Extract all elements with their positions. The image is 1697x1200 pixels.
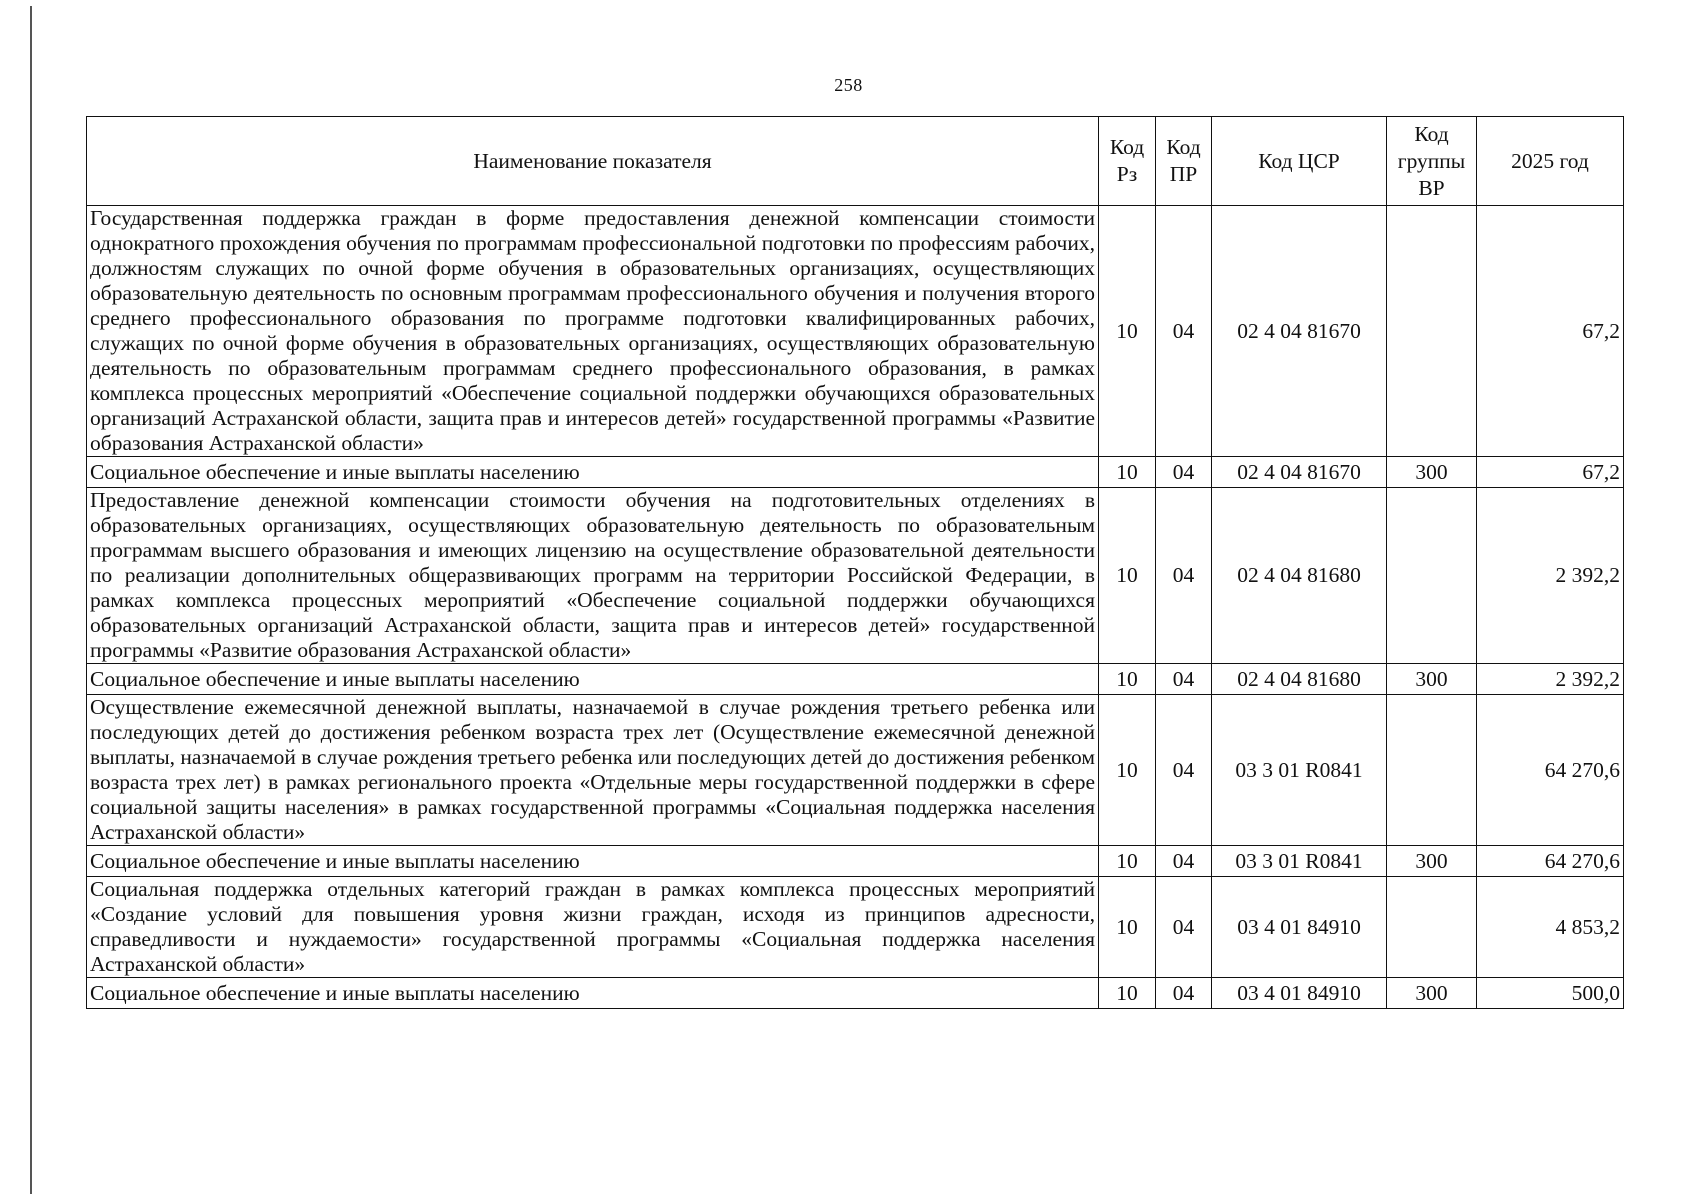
row-pr: 04 — [1156, 846, 1212, 877]
row-value: 67,2 — [1477, 457, 1624, 488]
row-rz: 10 — [1099, 846, 1156, 877]
row-rz: 10 — [1099, 457, 1156, 488]
row-name: Осуществление ежемесячной денежной выплаты, назначаемой в случае рождения третьего ребенка или последующих детей до достижения ребенком возраста трех лет (Осуществление ежемесячной денежной выплаты, назначаемой в случае рождения третьего ребенка или последующих детей до достижения ребенком возраста трех лет) в рамках регионального проекта «Отдельные меры государственной поддержки в сфере социальной защиты населения» в рамках государственной программы «Социальная поддержка населения Астраханской области» — [87, 695, 1099, 846]
row-name: Социальная поддержка отдельных категорий граждан в рамках комплекса процессных мероприятий «Создание условий для повышения уровня жизни граждан, исходя из принципов адресности, справедливости и нуждаемости» государственной программы «Социальная поддержка населения Астраханской области» — [87, 877, 1099, 978]
row-vr — [1387, 488, 1477, 664]
row-rz: 10 — [1099, 664, 1156, 695]
row-vr: 300 — [1387, 846, 1477, 877]
row-vr — [1387, 695, 1477, 846]
table-row — [87, 846, 1624, 877]
row-csr: 02 4 04 81670 — [1212, 457, 1387, 488]
row-rz: 10 — [1099, 206, 1156, 457]
row-pr: 04 — [1156, 877, 1212, 978]
row-name: Социальное обеспечение и иные выплаты населению — [87, 978, 1099, 1009]
row-pr: 04 — [1156, 457, 1212, 488]
page-number: 258 — [834, 75, 863, 95]
scan-edge-line — [30, 6, 32, 1194]
row-rz: 10 — [1099, 488, 1156, 664]
table-row — [87, 206, 1624, 457]
row-rz: 10 — [1099, 695, 1156, 846]
table-header-row — [87, 117, 1624, 206]
header-pr: Код ПР — [1156, 117, 1212, 206]
row-pr: 04 — [1156, 978, 1212, 1009]
table-row — [87, 695, 1624, 846]
row-value: 64 270,6 — [1477, 695, 1624, 846]
row-csr: 03 4 01 84910 — [1212, 978, 1387, 1009]
budget-table — [86, 116, 1624, 1009]
row-csr: 02 4 04 81680 — [1212, 664, 1387, 695]
header-year: 2025 год — [1477, 117, 1624, 206]
row-csr: 03 4 01 84910 — [1212, 877, 1387, 978]
header-rz: Код Рз — [1099, 117, 1156, 206]
header-name: Наименование показателя — [87, 117, 1099, 206]
row-name: Социальное обеспечение и иные выплаты населению — [87, 846, 1099, 877]
row-value: 500,0 — [1477, 978, 1624, 1009]
row-value: 64 270,6 — [1477, 846, 1624, 877]
row-vr: 300 — [1387, 664, 1477, 695]
header-csr: Код ЦСР — [1212, 117, 1387, 206]
row-value: 2 392,2 — [1477, 664, 1624, 695]
row-vr — [1387, 206, 1477, 457]
row-pr: 04 — [1156, 206, 1212, 457]
table-row — [87, 664, 1624, 695]
row-value: 67,2 — [1477, 206, 1624, 457]
row-vr: 300 — [1387, 978, 1477, 1009]
row-csr: 03 3 01 R0841 — [1212, 695, 1387, 846]
table-row — [87, 457, 1624, 488]
row-csr: 03 3 01 R0841 — [1212, 846, 1387, 877]
row-csr: 02 4 04 81670 — [1212, 206, 1387, 457]
row-name: Социальное обеспечение и иные выплаты населению — [87, 457, 1099, 488]
header-vr: Код группы ВР — [1387, 117, 1477, 206]
row-value: 2 392,2 — [1477, 488, 1624, 664]
row-name: Социальное обеспечение и иные выплаты населению — [87, 664, 1099, 695]
row-value: 4 853,2 — [1477, 877, 1624, 978]
table-row — [87, 877, 1624, 978]
row-pr: 04 — [1156, 488, 1212, 664]
row-rz: 10 — [1099, 877, 1156, 978]
table-row — [87, 488, 1624, 664]
row-name: Государственная поддержка граждан в форме предоставления денежной компенсации стоимости однократного прохождения обучения по программам профессиональной подготовки по профессиям рабочих, должностям служащих по очной форме обучения в образовательных организациях, осуществляющих образовательную деятельность по основным программам профессионального обучения и получения второго среднего профессионального образования по программе подготовки квалифицированных рабочих, служащих по очной форме обучения в образовательных организациях, осуществляющих образовательную деятельность по образовательным программам среднего профессионального образования, в рамках комплекса процессных мероприятий «Обеспечение социальной поддержки обучающихся образовательных организаций Астраханской области, защита прав и интересов детей» государственной программы «Развитие образования Астраханской области» — [87, 206, 1099, 457]
row-pr: 04 — [1156, 664, 1212, 695]
row-rz: 10 — [1099, 978, 1156, 1009]
row-name: Предоставление денежной компенсации стоимости обучения на подготовительных отделениях в образовательных организациях, осуществляющих образовательную деятельность по образовательным программам высшего образования и имеющих лицензию на осуществление образовательной деятельности по реализации дополнительных общеразвивающих программ на территории Российской Федерации, в рамках комплекса процессных мероприятий «Обеспечение социальной поддержки обучающихся образовательных организаций Астраханской области, защита прав и интересов детей» государственной программы «Развитие образования Астраханской области» — [87, 488, 1099, 664]
table-row — [87, 978, 1624, 1009]
row-vr — [1387, 877, 1477, 978]
row-pr: 04 — [1156, 695, 1212, 846]
row-csr: 02 4 04 81680 — [1212, 488, 1387, 664]
row-vr: 300 — [1387, 457, 1477, 488]
